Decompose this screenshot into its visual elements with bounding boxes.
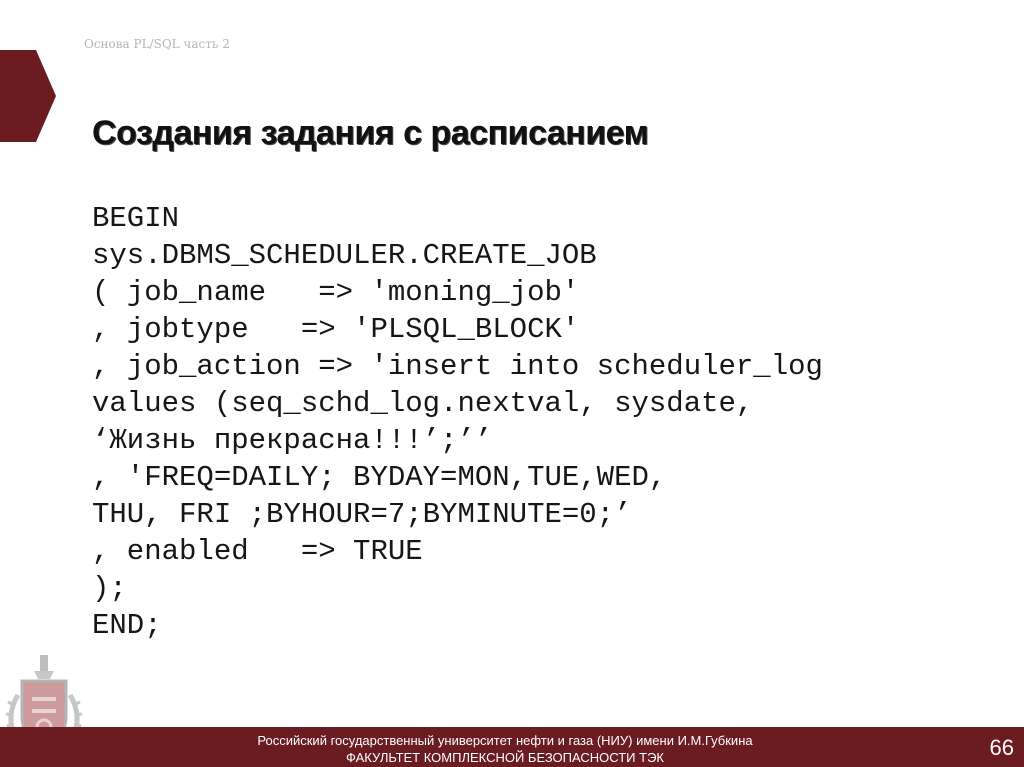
code-line: , enabled => TRUE [92,535,423,568]
footer-bar [0,727,1024,767]
chevron-tab-icon [0,50,56,142]
header-text: Основа PL/SQL часть 2 [84,37,230,51]
code-line: BEGIN [92,202,180,235]
code-line: ‘Жизнь прекрасна!!!’;’’ [92,424,493,457]
university-name: Российский государственный университет нефти и газа (НИУ) имени И.М.Губкина [257,733,753,748]
code-line: values (seq_schd_log.nextval, sysdate, [92,387,754,420]
footer-text [0,732,1010,766]
code-line: THU, FRI ;BYHOUR=7;BYMINUTE=0;’ [92,498,632,531]
code-line: , job_action => 'insert into scheduler_log [92,350,823,383]
code-line: sys.DBMS_SCHEDULER.CREATE_JOB [92,239,597,272]
code-line: , jobtype => 'PLSQL_BLOCK' [92,313,580,346]
slide-title: Создания задания с расписанием [92,114,649,152]
faculty-name: ФАКУЛЬТЕТ КОМПЛЕКСНОЙ БЕЗОПАСНОСТИ ТЭК [346,750,664,765]
code-line: END; [92,609,162,642]
code-line: ( job_name => 'moning_job' [92,276,580,309]
code-line: ); [92,572,127,605]
code-block [92,200,992,644]
code-line: , 'FREQ=DAILY; BYDAY=MON,TUE,WED, [92,461,667,494]
page-number: 66 [989,735,1014,760]
